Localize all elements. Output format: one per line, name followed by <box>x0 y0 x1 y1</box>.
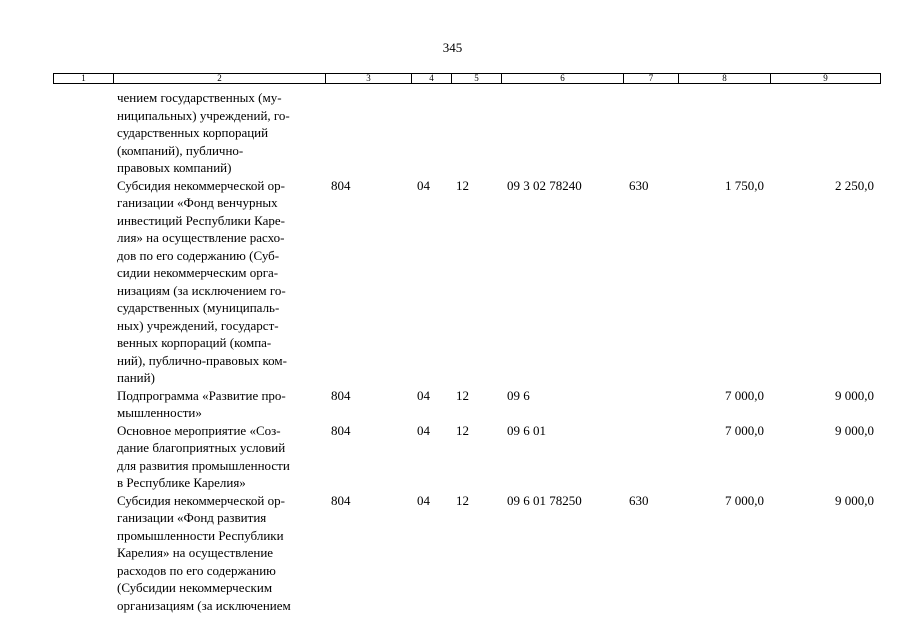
cell-expense-type <box>623 422 678 492</box>
cell-name: Субсидия некоммерческой ор- ганизации «Фонд венчурных инвестиций Республики Каре- лия» на осуществление расхо- дов по его содержанию (Суб- сидии некоммерческим орга- низациям (за исключением го- сударственных (муниципаль- ных) учреждений, государст- венных корпораций (компа- ний), публично-правовых ком- паний) <box>117 177 287 385</box>
cell-expense-type <box>623 89 678 177</box>
column-header-5: 5 <box>452 74 502 84</box>
cell-col-1 <box>53 422 113 492</box>
cell-code: 804 <box>331 387 351 403</box>
cell-subsection: 12 <box>456 422 469 438</box>
cell-subsection: 12 <box>456 387 469 403</box>
cell-amount-col9: 2 250,0 <box>835 177 874 193</box>
page-number: 345 <box>442 40 463 55</box>
table-row <box>53 387 880 422</box>
table-row <box>53 422 880 492</box>
column-header-2: 2 <box>114 74 326 84</box>
cell-expense-type <box>623 387 678 422</box>
cell-subsection: 12 <box>456 177 469 193</box>
cell-amount-col9: 9 000,0 <box>835 422 874 438</box>
cell-name: Основное мероприятие «Соз- дание благоприятных условий для развития промышленности в Республике Карелия» <box>117 422 290 490</box>
column-header-1: 1 <box>54 74 114 84</box>
column-header-8: 8 <box>679 74 771 84</box>
cell-section: 04 <box>417 492 430 508</box>
cell-target-article: 09 6 01 78250 <box>507 492 582 508</box>
cell-amount-col9: 9 000,0 <box>835 387 874 403</box>
cell-target-article: 09 3 02 78240 <box>507 177 582 193</box>
cell-subsection: 12 <box>456 492 469 508</box>
cell-code: 804 <box>331 422 351 438</box>
cell-col-1 <box>53 177 113 387</box>
cell-name: чением государственных (му- ниципальных) учреждений, го- сударственных корпораций (компаний), публично- правовых компаний) <box>117 90 290 175</box>
cell-amount-col8: 7 000,0 <box>725 422 764 438</box>
cell-code: 804 <box>331 492 351 508</box>
cell-col-1 <box>53 89 113 177</box>
cell-col-1 <box>53 492 113 615</box>
column-header-7: 7 <box>624 74 679 84</box>
budget-table <box>53 89 880 614</box>
cell-target-article: 09 6 01 <box>507 422 546 438</box>
cell-name: Подпрограмма «Развитие про- мышленности» <box>117 387 286 420</box>
cell-amount-col9: 9 000,0 <box>835 492 874 508</box>
cell-target-article: 09 6 <box>507 387 530 403</box>
cell-name: Субсидия некоммерческой ор- ганизации «Фонд развития промышленности Республики Карелия» на осуществление расходов по его содержанию (Субсидии некоммерческим организациям (за исключением <box>117 492 291 613</box>
cell-amount-col8: 1 750,0 <box>725 177 764 193</box>
column-header-3: 3 <box>326 74 412 84</box>
cell-amount-col8 <box>678 89 770 177</box>
column-header-6: 6 <box>502 74 624 84</box>
column-header-row <box>53 73 881 84</box>
cell-amount-col8: 7 000,0 <box>725 492 764 508</box>
cell-target-article <box>501 89 623 177</box>
cell-subsection <box>451 89 501 177</box>
cell-amount-col9 <box>770 89 880 177</box>
cell-section <box>411 89 451 177</box>
table-row <box>53 492 880 615</box>
cell-code: 804 <box>331 177 351 193</box>
cell-section: 04 <box>417 177 430 193</box>
cell-col-1 <box>53 387 113 422</box>
cell-expense-type: 630 <box>629 492 649 508</box>
cell-section: 04 <box>417 422 430 438</box>
table-row <box>53 177 880 387</box>
table-row <box>53 89 880 177</box>
column-header-4: 4 <box>412 74 452 84</box>
cell-code <box>325 89 411 177</box>
cell-amount-col8: 7 000,0 <box>725 387 764 403</box>
cell-expense-type: 630 <box>629 177 649 193</box>
cell-section: 04 <box>417 387 430 403</box>
column-header-9: 9 <box>771 74 881 84</box>
